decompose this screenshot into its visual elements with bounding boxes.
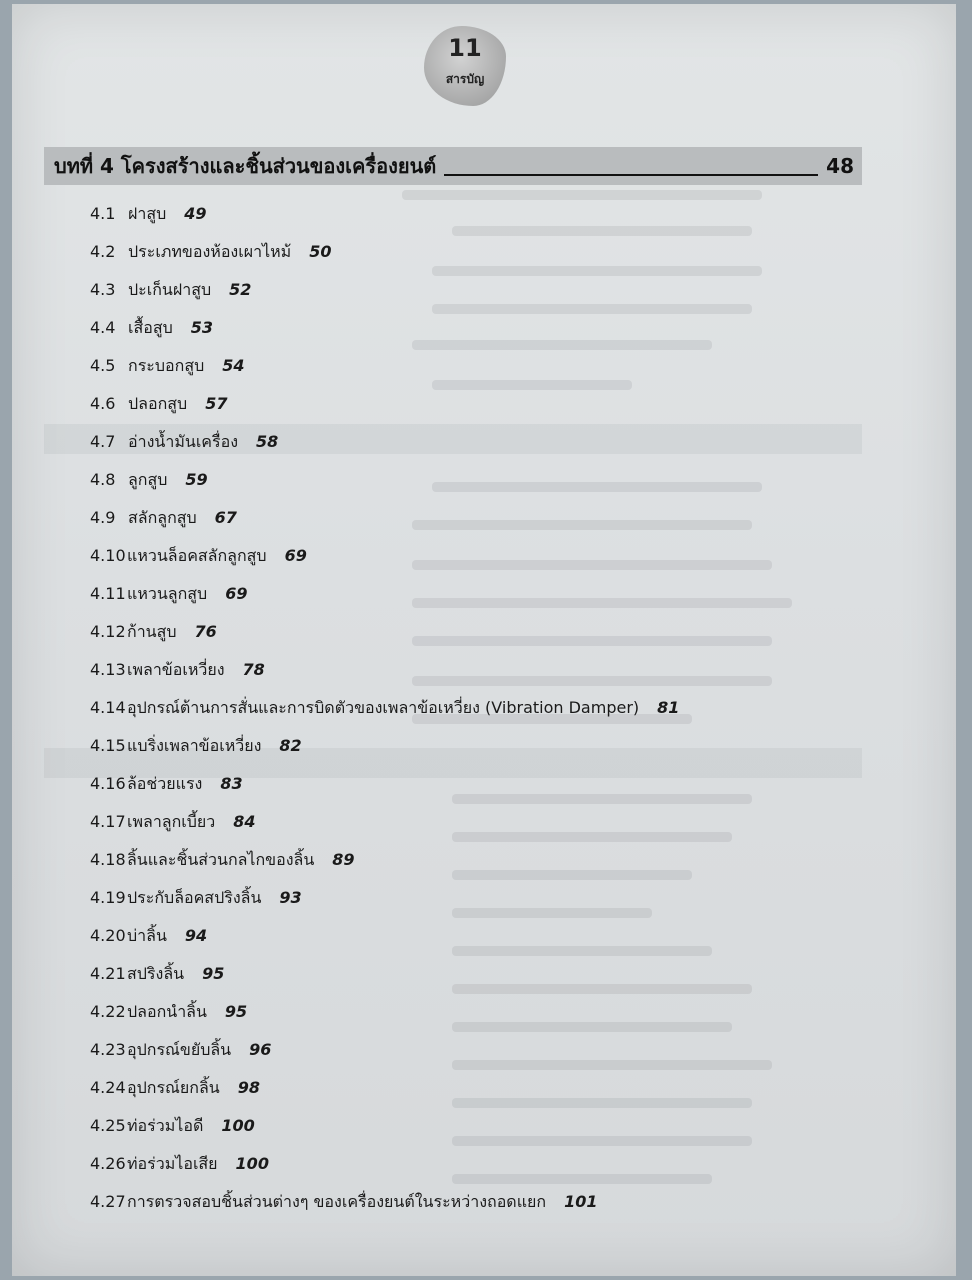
toc-item-title: อุปกรณ์ยกลิ้น [127, 1078, 220, 1097]
toc-item-title: ปลอกนำลิ้น [127, 1002, 207, 1021]
toc-item-title: ท่อร่วมไอเสีย [127, 1154, 218, 1173]
toc-item-title: สปริงลิ้น [127, 964, 185, 983]
chapter-page-number: 48 [826, 154, 854, 178]
toc-item-title: บ่าลิ้น [127, 926, 167, 945]
toc-item-page: 54 [222, 356, 245, 375]
toc-item[interactable] [90, 884, 679, 922]
toc-item-page: 67 [214, 508, 237, 527]
toc-item-title: กระบอกสูบ [128, 356, 205, 375]
page-number: 11 [448, 34, 482, 62]
toc-item[interactable] [90, 1112, 679, 1150]
toc-item[interactable] [90, 656, 679, 694]
toc-item-page: 76 [194, 622, 217, 641]
toc-item[interactable] [90, 618, 679, 656]
toc-item-page: 95 [202, 964, 225, 983]
chapter-heading [44, 147, 862, 185]
toc-item[interactable] [90, 276, 679, 314]
toc-item-title: อ่างน้ำมันเครื่อง [128, 432, 238, 451]
toc-item-title: เพลาข้อเหวี่ยง [127, 660, 225, 679]
toc-item-title: แบริ่งเพลาข้อเหวี่ยง [127, 736, 262, 755]
toc-item-number: 4.25 [90, 1116, 126, 1135]
toc-item[interactable] [90, 428, 679, 466]
toc-item-page: 95 [224, 1002, 248, 1021]
toc-item-number: 4.7 [90, 432, 116, 451]
toc-item-number: 4.3 [90, 280, 116, 299]
toc-item-title: ล้อช่วยแรง [127, 774, 203, 793]
toc-item-page: 58 [256, 432, 279, 451]
toc-item-number: 4.9 [90, 508, 116, 527]
toc-item-number: 4.20 [90, 926, 126, 945]
toc-item-page: 101 [564, 1192, 598, 1211]
toc-item-number: 4.26 [90, 1154, 126, 1173]
toc-item[interactable] [90, 466, 679, 504]
toc-item-page: 53 [190, 318, 214, 337]
toc-item-page: 59 [185, 470, 208, 489]
toc-item-page: 98 [237, 1078, 260, 1097]
toc-item-page: 84 [233, 812, 256, 831]
toc-item-title: ปลอกสูบ [128, 394, 188, 413]
toc-item-number: 4.14 [90, 698, 126, 717]
toc-item-title: ท่อร่วมไอดี [127, 1116, 204, 1135]
toc-item-title: การตรวจสอบชิ้นส่วนต่างๆ ของเครื่องยนต์ในระหว่างถอดแยก [127, 1192, 547, 1211]
toc-item-number: 4.19 [90, 888, 126, 907]
document-page [12, 4, 956, 1276]
toc-item-page: 50 [309, 242, 332, 261]
toc-item-page: 96 [249, 1040, 272, 1059]
toc-item[interactable] [90, 694, 679, 732]
toc-item-page: 100 [235, 1154, 269, 1173]
toc-item-title: ลูกสูบ [128, 470, 168, 489]
toc-item-title: สลักลูกสูบ [128, 508, 197, 527]
toc-item-page: 89 [332, 850, 355, 869]
toc-item[interactable] [90, 1074, 679, 1112]
toc-item-number: 4.16 [90, 774, 126, 793]
toc-item-number: 4.8 [90, 470, 116, 489]
toc-item[interactable] [90, 542, 679, 580]
toc-item[interactable] [90, 770, 679, 808]
toc-item-page: 100 [221, 1116, 255, 1135]
toc-item[interactable] [90, 200, 679, 238]
toc-item[interactable] [90, 732, 679, 770]
toc-item-page: 81 [657, 698, 680, 717]
toc-item-title: ปะเก็นฝาสูบ [128, 280, 212, 299]
toc-item-number: 4.4 [90, 318, 116, 337]
toc-item-page: 83 [220, 774, 243, 793]
toc-item-title: ประกับล็อคสปริงลิ้น [127, 888, 262, 907]
toc-item[interactable] [90, 922, 679, 960]
toc-item-page: 52 [229, 280, 252, 299]
toc-item[interactable] [90, 808, 679, 846]
toc-item-title: ลิ้นและชิ้นส่วนกลไกของลิ้น [127, 850, 315, 869]
toc-item-page: 69 [284, 546, 307, 565]
toc-item-number: 4.24 [90, 1078, 126, 1097]
toc-item-number: 4.23 [90, 1040, 126, 1059]
toc-item-number: 4.5 [90, 356, 116, 375]
toc-item-page: 78 [242, 660, 265, 679]
toc-item-number: 4.27 [90, 1192, 126, 1211]
chapter-leader-line [444, 174, 818, 176]
toc-item-number: 4.17 [90, 812, 126, 831]
toc-item-number: 4.6 [90, 394, 116, 413]
toc-item[interactable] [90, 580, 679, 618]
toc-item-page: 49 [184, 204, 207, 223]
toc-item[interactable] [90, 314, 679, 352]
toc-list [90, 200, 679, 1226]
toc-item-number: 4.10 [90, 546, 126, 565]
toc-item[interactable] [90, 1188, 679, 1226]
chapter-title: บทที่ 4 โครงสร้างและชิ้นส่วนของเครื่องยนต์ [54, 154, 437, 178]
page-number-badge [424, 26, 506, 106]
toc-item-title: แหวนลูกสูบ [127, 584, 208, 603]
toc-item-title: ฝาสูบ [128, 204, 167, 223]
toc-item-title: อุปกรณ์ขยับลิ้น [127, 1040, 232, 1059]
toc-item[interactable] [90, 846, 679, 884]
toc-item[interactable] [90, 998, 679, 1036]
toc-item[interactable] [90, 352, 679, 390]
toc-item[interactable] [90, 390, 679, 428]
toc-item[interactable] [90, 504, 679, 542]
toc-item[interactable] [90, 1150, 679, 1188]
toc-item-number: 4.13 [90, 660, 126, 679]
toc-item-page: 93 [279, 888, 302, 907]
toc-item-number: 4.18 [90, 850, 126, 869]
toc-item-number: 4.11 [90, 584, 126, 603]
toc-item-title: แหวนล็อคสลักลูกสูบ [127, 546, 267, 565]
toc-item-number: 4.2 [90, 242, 116, 261]
section-label: สารบัญ [445, 72, 485, 86]
toc-item-number: 4.15 [90, 736, 126, 755]
toc-item-number: 4.22 [90, 1002, 126, 1021]
toc-item[interactable] [90, 238, 679, 276]
toc-item-page: 94 [184, 926, 208, 945]
toc-item-title: อุปกรณ์ต้านการสั่นและการบิดตัวของเพลาข้อเหวี่ยง (Vibration Damper) [127, 698, 640, 717]
toc-item-number: 4.1 [90, 204, 116, 223]
toc-item-page: 69 [225, 584, 248, 603]
toc-item-page: 57 [205, 394, 228, 413]
toc-item-number: 4.21 [90, 964, 126, 983]
toc-item-title: ก้านสูบ [127, 622, 177, 641]
toc-item-page: 82 [279, 736, 302, 755]
toc-item-title: เสื้อสูบ [128, 318, 173, 337]
toc-item-title: ประเภทของห้องเผาไหม้ [128, 242, 292, 261]
toc-item-number: 4.12 [90, 622, 126, 641]
toc-item[interactable] [90, 1036, 679, 1074]
toc-item-title: เพลาลูกเบี้ยว [127, 812, 216, 831]
toc-item[interactable] [90, 960, 679, 998]
